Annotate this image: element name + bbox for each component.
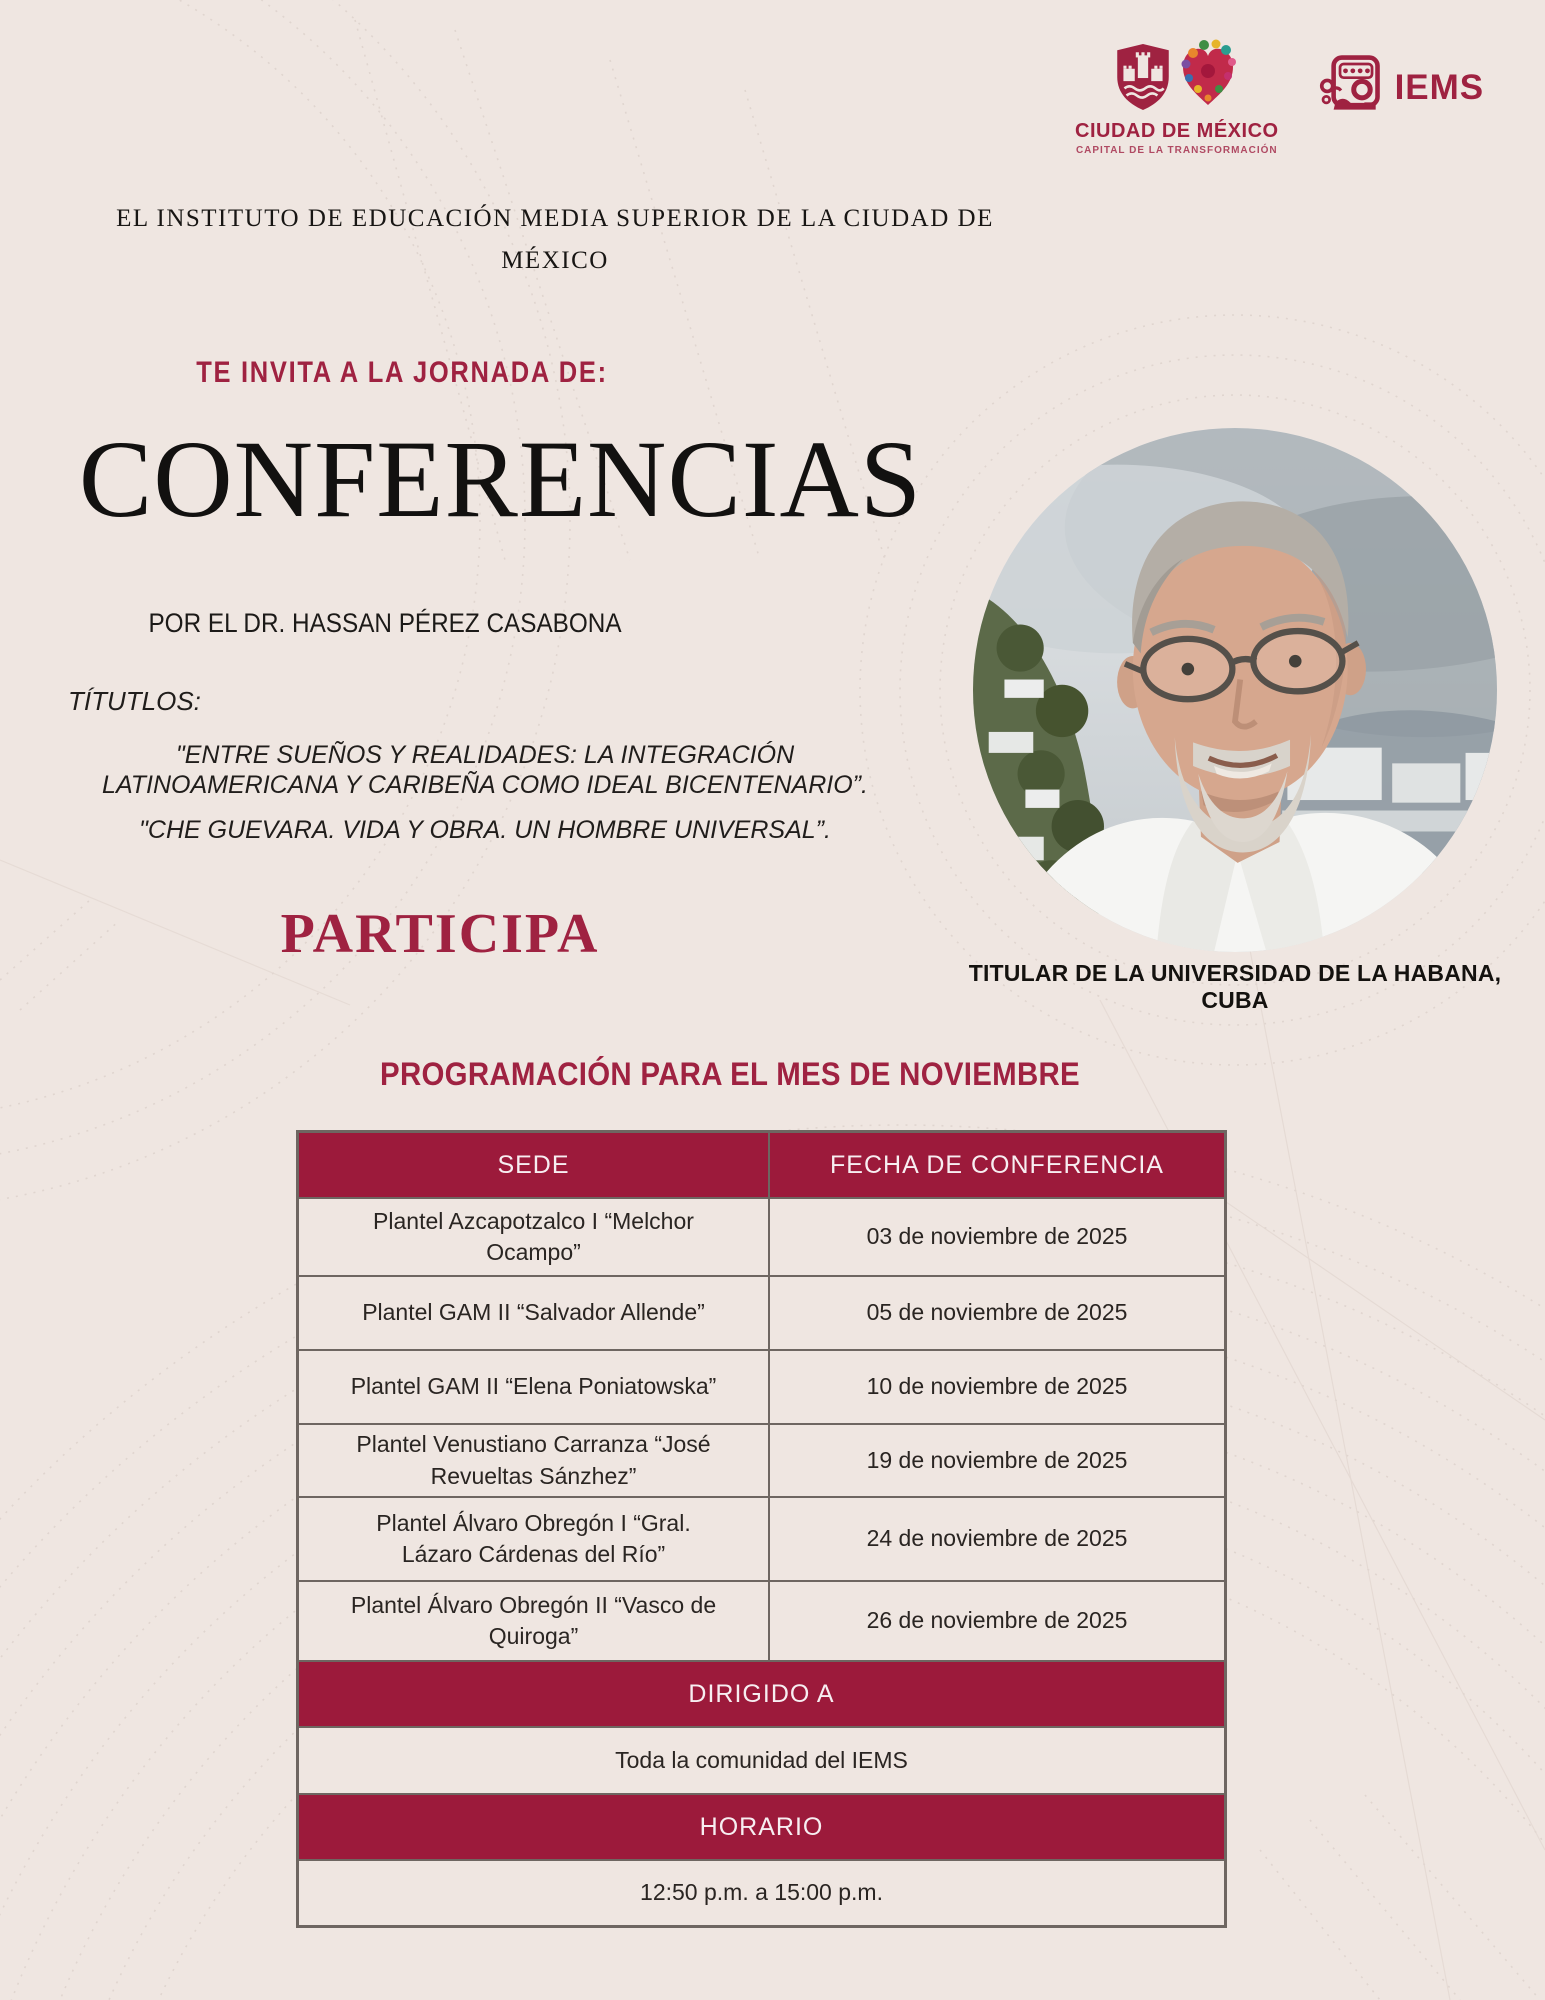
fecha-cell: 03 de noviembre de 2025 [768,1199,1224,1275]
conference-title-1: "ENTRE SUEÑOS Y REALIDADES: LA INTEGRACIÓN LATINOAMERICANA Y CARIBEÑA COMO IDEAL BICENTENARIO”. [102,741,868,799]
table-row [299,1496,1224,1580]
fecha-cell: 19 de noviembre de 2025 [768,1425,1224,1496]
sede-cell: Plantel Álvaro Obregón I “Gral. Lázaro Cárdenas del Río” [376,1509,691,1567]
horario-value: 12:50 p.m. a 15:00 p.m. [640,1879,883,1906]
invite-kicker: TE INVITA A LA JORNADA DE: [196,356,608,389]
table-row [299,1275,1224,1349]
horario-value-row [299,1859,1224,1925]
sede-cell: Plantel GAM II “Salvador Allende” [362,1299,705,1326]
cdmx-shield-icon [1115,43,1171,116]
horario-label: HORARIO [299,1795,1224,1859]
fecha-cell: 10 de noviembre de 2025 [768,1351,1224,1423]
sede-cell: Plantel Azcapotzalco I “Melchor Ocampo” [373,1207,694,1265]
table-header-row [299,1133,1224,1197]
table-row [299,1197,1224,1275]
institution-header-line1: EL INSTITUTO DE EDUCACIÓN MEDIA SUPERIOR DE LA CIUDAD DE [116,205,994,232]
titles-label: TÍTUTLOS: [68,686,201,716]
dirigido-value-row [299,1726,1224,1793]
cdmx-logo-subtitle: CAPITAL DE LA TRANSFORMACIÓN [1075,145,1278,156]
fecha-cell: 05 de noviembre de 2025 [768,1277,1224,1349]
column-header-sede: SEDE [299,1133,768,1197]
iems-logo [1319,54,1485,121]
fecha-cell: 26 de noviembre de 2025 [768,1582,1224,1660]
institution-header [60,198,1050,282]
iems-logo-label: IEMS [1394,67,1485,107]
sede-cell: Plantel Venustiano Carranza “José Revueltas Sánzhez” [356,1431,711,1489]
cdmx-logo-title: CIUDAD DE MÉXICO [1075,120,1279,142]
table-row [299,1423,1224,1496]
column-header-fecha: FECHA DE CONFERENCIA [768,1133,1224,1197]
schedule-table [296,1130,1227,1928]
schedule-heading: PROGRAMACIÓN PARA EL MES DE NOVIEMBRE [380,1056,1080,1092]
sede-cell: Plantel GAM II “Elena Poniatowska” [350,1373,717,1400]
table-row [299,1349,1224,1423]
conference-title-2: "CHE GUEVARA. VIDA Y OBRA. UN HOMBRE UNIVERSAL”. [139,816,831,844]
logo-cluster [1075,40,1485,165]
institution-header-line2: MÉXICO [501,247,609,274]
dirigido-header-row [299,1660,1224,1726]
table-row [299,1580,1224,1660]
horario-header-row [299,1793,1224,1859]
fecha-cell: 24 de noviembre de 2025 [768,1498,1224,1580]
dirigido-label: DIRIGIDO A [299,1662,1224,1726]
sede-cell: Plantel Álvaro Obregón II “Vasco de Quiroga” [350,1591,717,1649]
participa-callout: PARTICIPA [280,903,600,965]
mexico-folk-heart-icon [1177,35,1239,116]
speaker-line: POR EL DR. HASSAN PÉREZ CASABONA [148,608,622,638]
speaker-portrait-photo [973,428,1497,952]
iems-codex-glyph-icon [1319,54,1383,121]
portrait-caption: TITULAR DE LA UNIVERSIDAD DE LA HABANA, CUBA [968,960,1502,1013]
cdmx-logo [1075,40,1279,156]
event-title: CONFERENCIAS [78,418,923,540]
dirigido-value: Toda la comunidad del IEMS [615,1746,908,1773]
